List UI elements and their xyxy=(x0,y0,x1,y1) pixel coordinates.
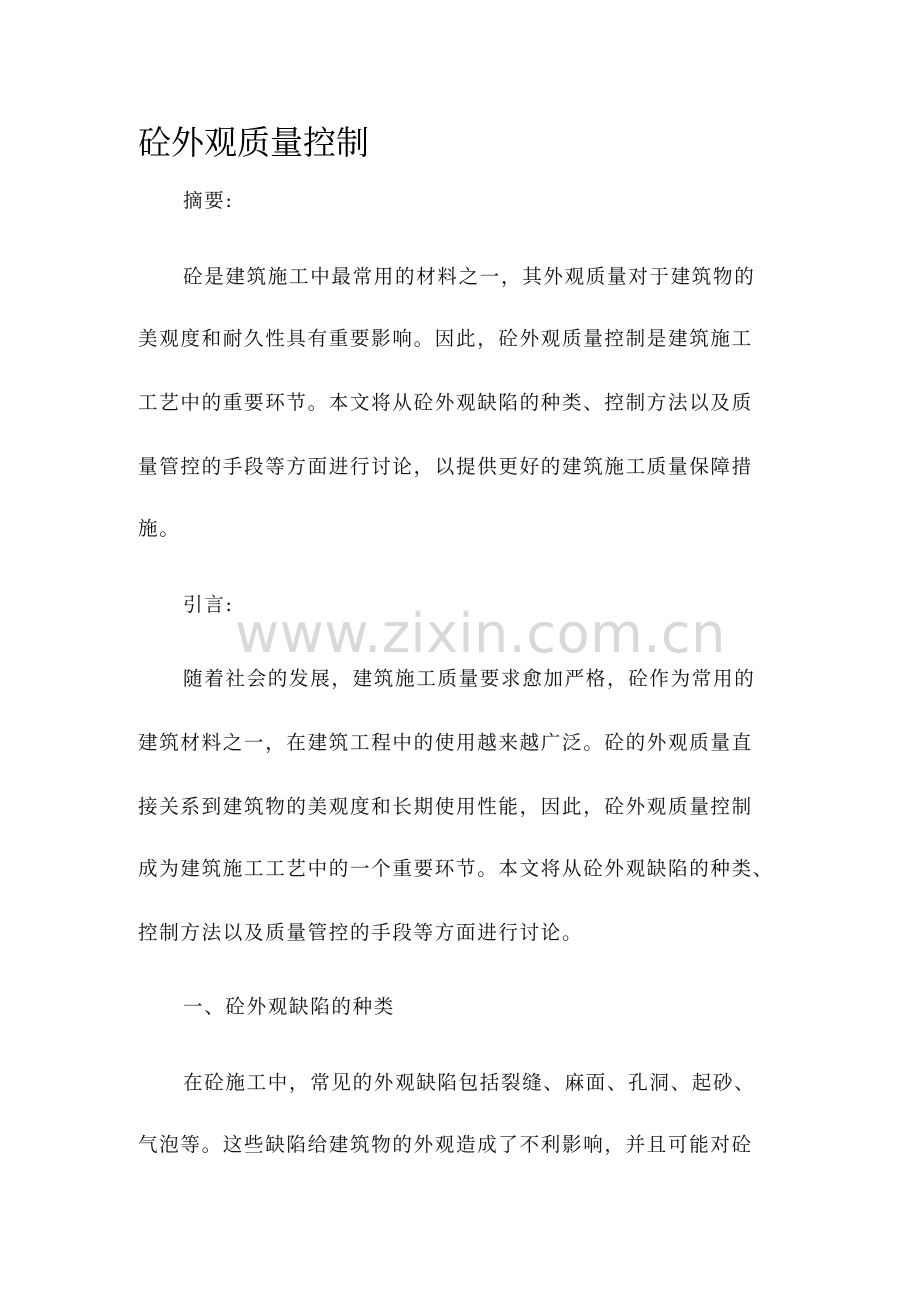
paragraph-line: 气泡等。这些缺陷给建筑物的外观造成了不利影响，并且可能对砼 xyxy=(138,1133,753,1156)
watermark: www.zixin.com.cn xyxy=(235,602,726,665)
paragraph-line: 施。 xyxy=(138,517,181,540)
document-title: 砼外观质量控制 xyxy=(138,123,369,162)
paragraph-line: 建筑材料之一，在建筑工程中的使用越来越广泛。砼的外观质量直 xyxy=(138,731,753,754)
paragraph-line: 量管控的手段等方面进行讨论，以提供更好的建筑施工质量保障措 xyxy=(138,455,753,478)
paragraph-line: 成为建筑施工工艺中的一个重要环节。本文将从砼外观缺陷的种类、 xyxy=(138,857,775,880)
paragraph-line: 工艺中的重要环节。本文将从砼外观缺陷的种类、控制方法以及质 xyxy=(138,391,753,414)
paragraph-line: 接关系到建筑物的美观度和长期使用性能，因此，砼外观质量控制 xyxy=(138,795,753,818)
paragraph-line: 在砼施工中，常见的外观缺陷包括裂缝、麻面、孔洞、起砂、 xyxy=(183,1071,756,1094)
paragraph-line: 随着社会的发展，建筑施工质量要求愈加严格，砼作为常用的 xyxy=(183,667,756,690)
introduction-heading: 引言: xyxy=(183,593,234,616)
paragraph-line: 砼是建筑施工中最常用的材料之一，其外观质量对于建筑物的 xyxy=(183,265,756,288)
section-heading: 一、砼外观缺陷的种类 xyxy=(183,995,396,1018)
paragraph-line: 美观度和耐久性具有重要影响。因此，砼外观质量控制是建筑施工 xyxy=(138,327,753,350)
abstract-heading: 摘要: xyxy=(183,189,234,212)
paragraph-line: 控制方法以及质量管控的手段等方面进行讨论。 xyxy=(138,921,584,944)
